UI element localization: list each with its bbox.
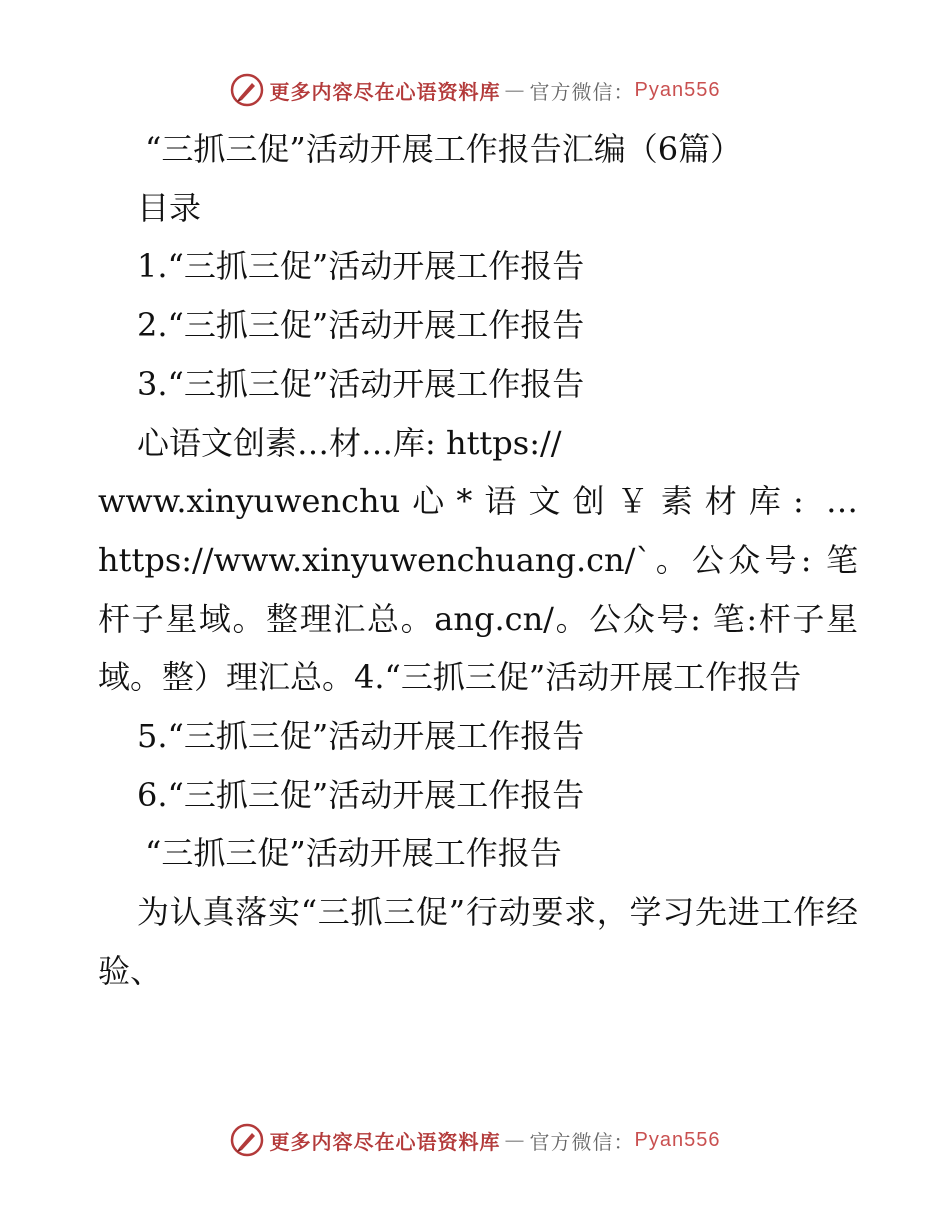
document-title: “三抓三促”活动开展工作报告汇编（6篇） (145, 130, 743, 168)
header-banner (0, 70, 950, 110)
toc-item: 3.“三抓三促”活动开展工作报告 (137, 364, 585, 403)
toc-item: 1.“三抓三促”活动开展工作报告 (137, 247, 585, 286)
section-title: “三抓三促”活动开展工作报告 (145, 834, 562, 873)
body-paragraph: 为认真落实“三抓三促”行动要求，学习先进工作经验、 (98, 893, 858, 990)
toc-heading: 目录 (137, 188, 202, 227)
noise-paragraph: www.xinyuwenchu心*语文创￥素材库: …https://www.xinyuwenchuang.cn/`。公众号: 笔杆子星域。整理汇总。ang.cn/。公众号: 笔:杆子星域。整）理汇总。4.“三抓三促”活动开展工作报告 (98, 482, 858, 697)
banner-wechat-label: 官方微信： (529, 1129, 635, 1154)
banner-wechat-label: 官方微信： (529, 79, 635, 104)
footer-banner (0, 1120, 950, 1160)
banner-wechat-account: Pyan556 (634, 1128, 721, 1151)
noise-paragraph-first-line: 心语文创素…材…库: https:// (137, 423, 562, 462)
banner-main-text: 更多内容尽在心语资料库 (269, 79, 501, 104)
banner-main-text: 更多内容尽在心语资料库 (269, 1129, 501, 1154)
toc-item: 6.“三抓三促”活动开展工作报告 (137, 775, 585, 814)
toc-item: 2.“三抓三促”活动开展工作报告 (137, 306, 585, 345)
toc-item: 5.“三抓三促”活动开展工作报告 (137, 717, 585, 756)
banner-wechat-account: Pyan556 (634, 78, 721, 101)
pen-logo-icon (230, 1123, 264, 1157)
banner-separator: — (504, 78, 526, 102)
pen-logo-icon (230, 73, 264, 107)
banner-separator: — (504, 1128, 526, 1152)
document-body (98, 120, 858, 1001)
